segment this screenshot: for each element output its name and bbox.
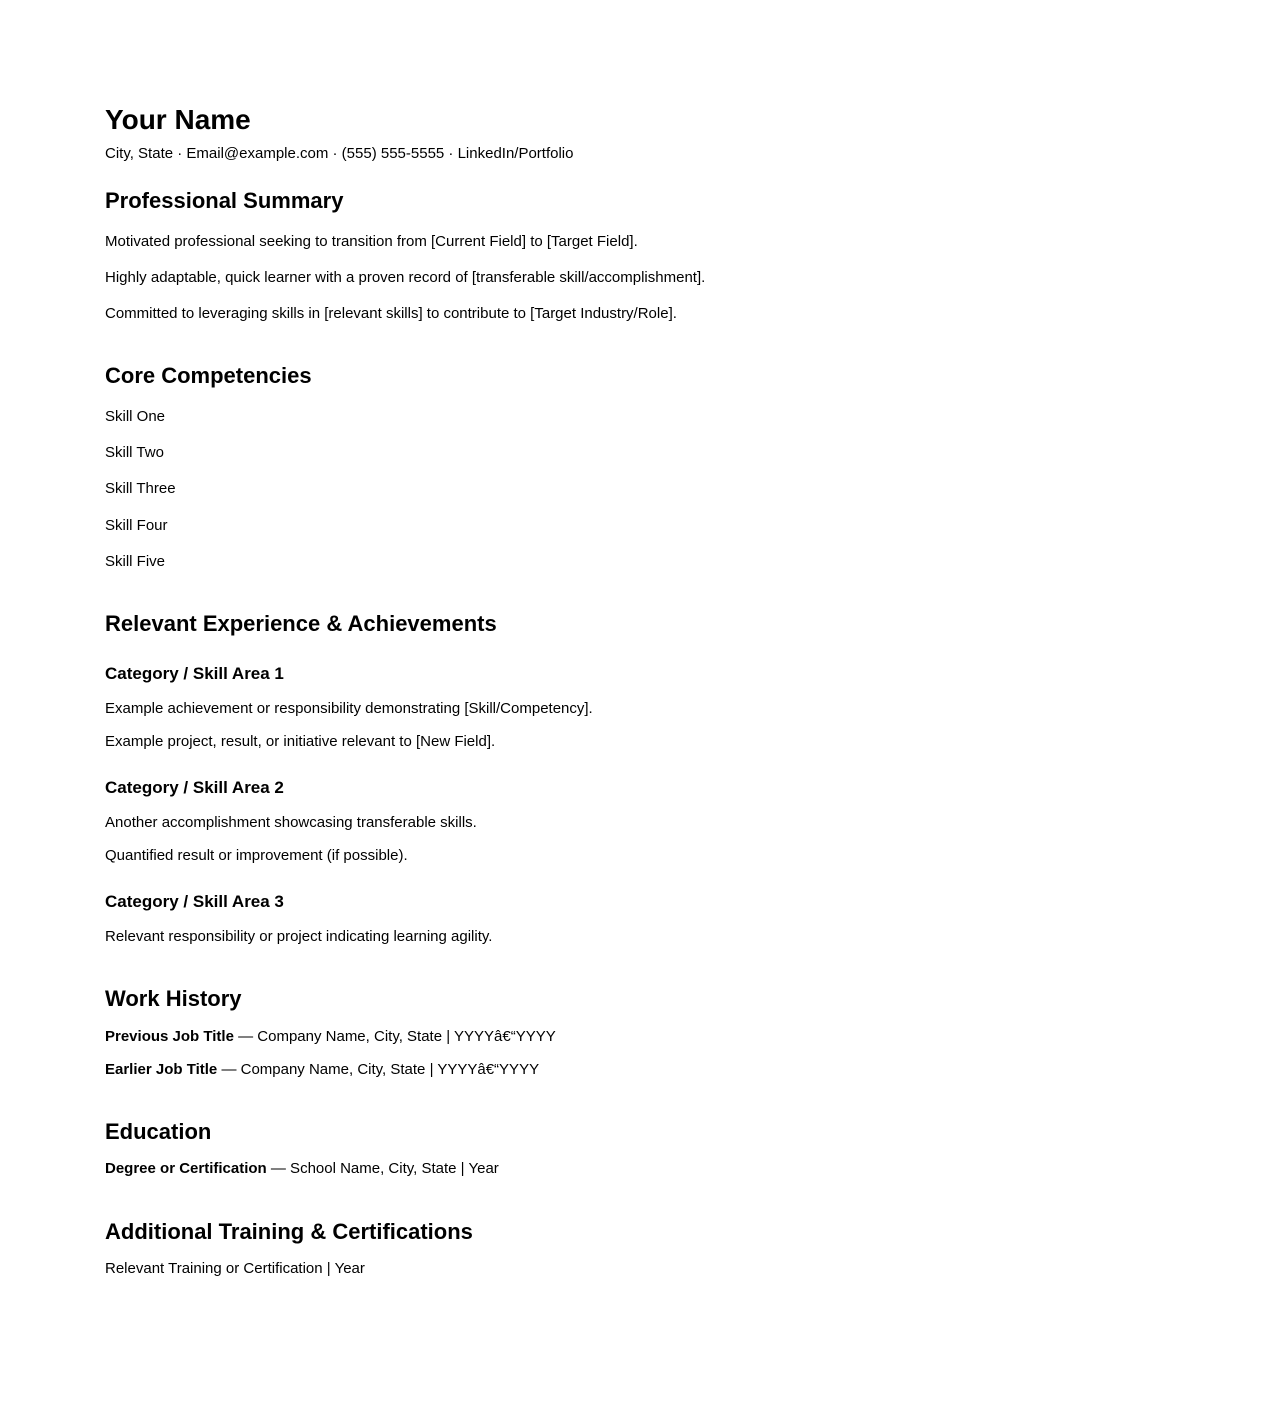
education-entry — [105, 1160, 1143, 1177]
education-details: — School Name, City, State | Year — [270, 1160, 499, 1178]
skill-item: Skill Three — [105, 480, 176, 498]
job-details: — Company Name, City, State | YYYYâ€“YYYY — [238, 1027, 556, 1045]
job-details: — Company Name, City, State | YYYYâ€“YYYY — [221, 1060, 540, 1078]
training-entry: Relevant Training or Certification | Year — [105, 1259, 365, 1277]
job-entry — [105, 1028, 1143, 1045]
skill-item: Skill One — [105, 407, 166, 425]
experience-item: Quantified result or improvement (if possible). — [105, 847, 408, 865]
job-entry — [105, 1061, 1143, 1078]
summary-paragraph: Committed to leveraging skills in [relevant skills] to contribute to [Target Industry/Role]. — [105, 305, 677, 323]
section-heading-experience: Relevant Experience & Achievements — [105, 611, 497, 637]
section-heading-professional-summary: Professional Summary — [105, 188, 344, 214]
skill-item: Skill Five — [105, 552, 166, 570]
experience-category-heading: Category / Skill Area 1 — [105, 664, 284, 684]
experience-item: Relevant responsibility or project indicating learning agility. — [105, 927, 493, 945]
contact-line: City, State · Email@example.com · (555) 555-5555 · LinkedIn/Portfolio — [105, 145, 574, 163]
skill-item: Skill Four — [105, 516, 168, 534]
education-title: Degree or Certification — [105, 1160, 267, 1178]
section-heading-additional-training: Additional Training & Certifications — [105, 1218, 473, 1244]
summary-paragraph: Motivated professional seeking to transition from [Current Field] to [Target Field]. — [105, 232, 638, 250]
section-heading-core-competencies: Core Competencies — [105, 363, 312, 389]
experience-item: Example project, result, or initiative relevant to [New Field]. — [105, 733, 496, 751]
experience-item: Example achievement or responsibility demonstrating [Skill/Competency]. — [105, 699, 593, 717]
experience-category-heading: Category / Skill Area 3 — [105, 892, 284, 912]
experience-item: Another accomplishment showcasing transferable skills. — [105, 813, 477, 831]
section-heading-education: Education — [105, 1119, 212, 1145]
summary-paragraph: Highly adaptable, quick learner with a proven record of [transferable skill/accomplishment]. — [105, 268, 706, 286]
page-title: Your Name — [105, 104, 251, 135]
section-heading-work-history: Work History — [105, 986, 242, 1012]
job-title: Previous Job Title — [105, 1027, 234, 1045]
experience-category-heading: Category / Skill Area 2 — [105, 778, 284, 798]
skill-item: Skill Two — [105, 444, 164, 462]
job-title: Earlier Job Title — [105, 1060, 218, 1078]
